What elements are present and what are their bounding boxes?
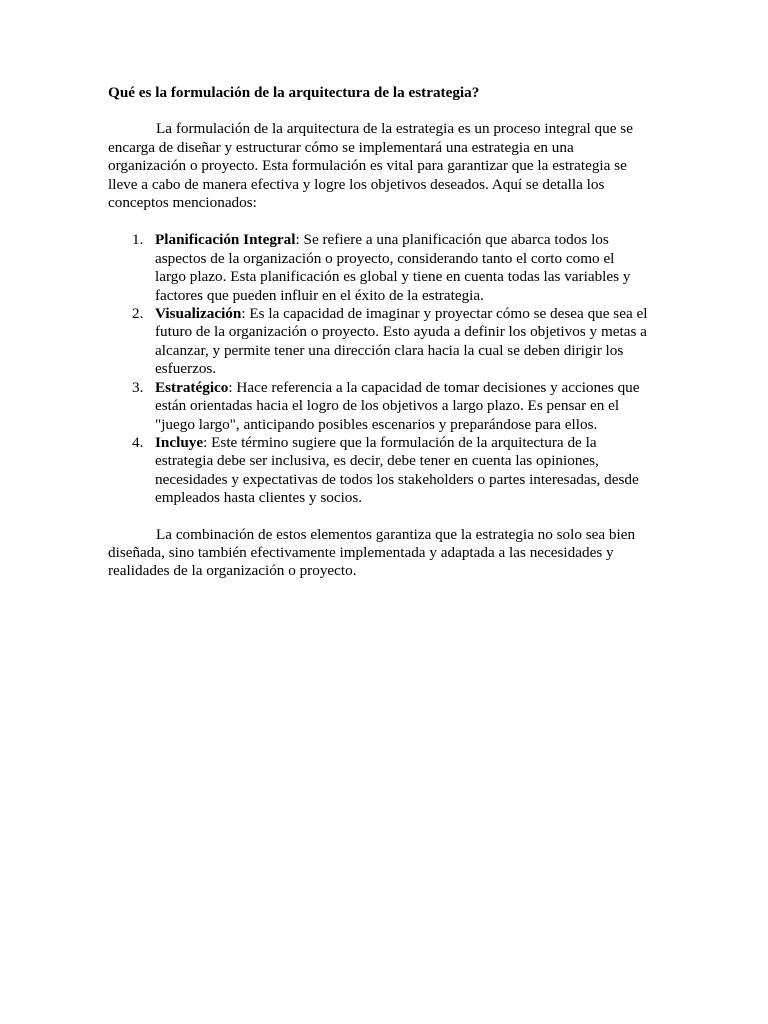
- list-item-text: : Es la capacidad de imaginar y proyectar cómo se desea que sea el futuro de la organización o proyecto. Esto ayuda a definir los objetivos y metas a alcanzar, y permite tener una dirección clara hacia la cual se deben dirigir los esfuerzos.: [155, 305, 648, 378]
- list-item: [108, 434, 648, 508]
- list-item-text: : Se refiere a una planificación que abarca todos los aspectos de la organización o proyecto, considerando tanto el corto como el largo plazo. Esta planificación es global y tiene en cuenta todas las variables y factores que pueden influir en el éxito de la estrategia.: [155, 231, 631, 304]
- list-item-number: 1.: [132, 231, 144, 249]
- document-page: [108, 84, 648, 581]
- intro-paragraph: La formulación de la arquitectura de la estrategia es un proceso integral que se encarga de diseñar y estructurar cómo se implementará una estrategia en una organización o proyecto. Esta formulación es vital para garantizar que la estrategia se lleve a cabo de manera efectiva y logre los objetivos deseados. Aquí se detalla los conceptos mencionados:: [108, 120, 633, 212]
- list-item-term: Incluye: [155, 433, 204, 451]
- list-item-text: : Este término sugiere que la formulación de la arquitectura de la estrategia debe ser inclusiva, es decir, debe tener en cuenta las opiniones, necesidades y expectativas de todos los stakeholders o partes interesadas, desde empleados hasta clientes y socios.: [155, 433, 639, 507]
- list-item-number: 4.: [132, 433, 144, 451]
- list-item: [108, 379, 648, 434]
- list-item-term: Estratégico: [155, 378, 229, 396]
- list-item: [108, 305, 648, 379]
- list-item-term: Visualización: [155, 305, 242, 323]
- concepts-list: [108, 231, 648, 507]
- list-item-term: Planificación Integral: [155, 231, 296, 249]
- document-title: Qué es la formulación de la arquitectura de la estrategia?: [108, 84, 480, 101]
- list-item: [108, 231, 648, 305]
- conclusion-paragraph: La combinación de estos elementos garantiza que la estrategia no solo sea bien diseñada, sino también efectivamente implementada y adaptada a las necesidades y realidades de la organización o proyecto.: [108, 525, 636, 580]
- list-item-number: 2.: [132, 305, 144, 323]
- list-item-number: 3.: [132, 378, 144, 396]
- list-item-text: : Hace referencia a la capacidad de tomar decisiones y acciones que están orientadas hacia el logro de los objetivos a largo plazo. Es pensar en el "juego largo", anticipando posibles escenarios y preparándose para ellos.: [155, 378, 640, 433]
